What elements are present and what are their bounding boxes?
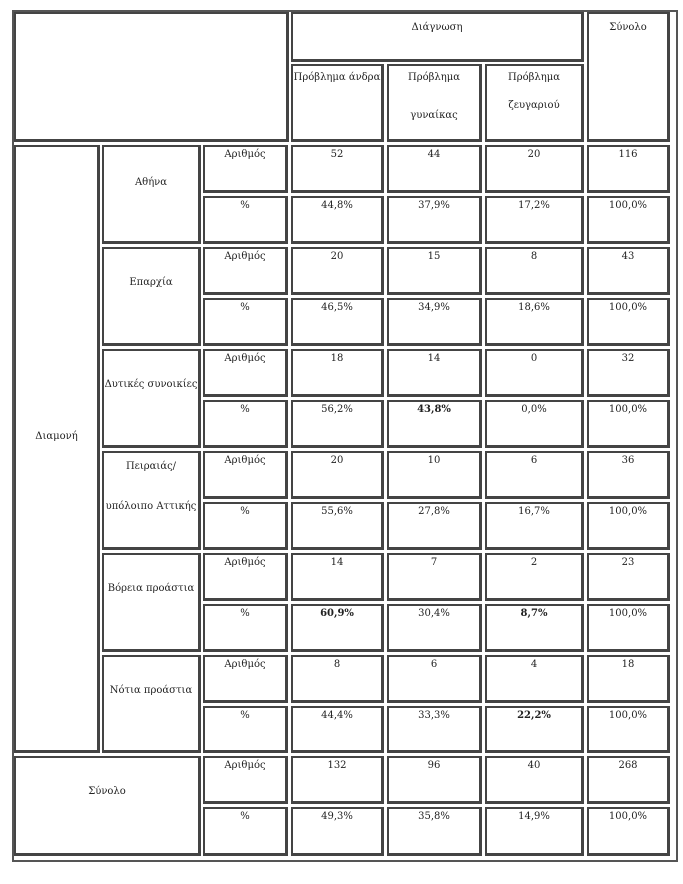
group-name-cell [102,655,201,753]
total-value-cell [587,706,670,753]
value-cell [291,196,384,244]
value-cell [485,400,584,448]
value: 44,8% [321,200,353,211]
total-header-label: Σύνολο [609,22,647,33]
group-name-cell [102,247,201,346]
value: 18,6% [518,302,550,313]
row-type-cell [203,451,288,499]
total-value: 268 [618,760,638,771]
total-value-cell [587,502,670,550]
col-header-man-label: Πρόβλημα άνδρα [293,72,381,83]
value-cell [291,145,384,193]
row-type-cell [203,604,288,652]
value: 2 [530,557,538,568]
value: 49,3% [321,811,353,822]
total-value-cell [587,655,670,703]
residence-label: Διαμονή [35,431,78,442]
group-name-cell [102,145,201,244]
value-cell [387,349,482,397]
row-type-cell [203,247,288,295]
value-cell [387,502,482,550]
col-header-woman-line1: Πρόβλημα [408,72,460,83]
value-cell [485,655,584,703]
row-type-cell [203,196,288,244]
total-value: 100,0% [608,811,648,822]
value-cell [485,807,584,856]
value: 6 [430,659,438,670]
value: 15 [427,251,441,262]
total-value-cell [587,400,670,448]
row-type-percent: % [240,200,250,211]
row-type-cell [203,807,288,856]
value: 96 [427,760,441,771]
value-cell [387,706,482,753]
value-cell [387,196,482,244]
value: 43,8% [417,404,451,415]
value-cell [291,298,384,346]
value-cell [485,247,584,295]
total-value-cell [587,298,670,346]
row-type-count: Αριθμός [224,455,266,466]
group-name-cell [102,553,201,652]
group-name: Επαρχία [129,277,173,288]
value: 8 [530,251,538,262]
total-value: 100,0% [608,506,648,517]
value-cell [291,400,384,448]
value: 56,2% [321,404,353,415]
value: 17,2% [518,200,550,211]
total-name-cell [14,756,201,856]
row-type-count: Αριθμός [224,557,266,568]
group-name: Νότια προάστια [109,685,193,696]
value-cell [485,604,584,652]
value: 14 [427,353,441,364]
row-type-percent: % [240,302,250,313]
value-cell [387,247,482,295]
diagnosis-header-cell [291,12,584,62]
row-type-percent: % [240,811,250,822]
row-type-count: Αριθμός [224,659,266,670]
total-value: 100,0% [608,404,648,415]
row-type-cell [203,553,288,601]
row-type-count: Αριθμός [224,353,266,364]
row-type-percent: % [240,506,250,517]
value: 60,9% [320,608,354,619]
value-cell [291,756,384,804]
row-type-cell [203,400,288,448]
total-value-cell [587,196,670,244]
value: 40 [527,760,541,771]
value-cell [291,502,384,550]
value: 27,8% [418,506,450,517]
value: 4 [530,659,538,670]
value: 35,8% [418,811,450,822]
value: 0,0% [521,404,547,415]
value-cell [387,807,482,856]
group-name: Αθήνα [134,177,168,188]
total-value-cell [587,807,670,856]
row-type-cell [203,756,288,804]
value: 30,4% [418,608,450,619]
row-type-percent: % [240,608,250,619]
value: 44 [427,149,441,160]
row-type-percent: % [240,710,250,721]
value-cell [485,451,584,499]
value-cell [485,502,584,550]
value: 14 [330,557,344,568]
col-header-woman [387,64,482,142]
value-cell [291,706,384,753]
total-value: 100,0% [608,302,648,313]
diagnosis-label: Διάγνωση [411,22,463,33]
value: 52 [330,149,344,160]
value-cell [387,655,482,703]
col-header-man [291,64,384,142]
total-value: 43 [621,251,635,262]
row-type-count: Αριθμός [224,760,266,771]
total-value: 100,0% [608,200,648,211]
value: 14,9% [518,811,550,822]
value: 37,9% [418,200,450,211]
total-value: 18 [621,659,635,670]
value-cell [485,756,584,804]
total-header-cell [587,12,670,142]
value-cell [485,349,584,397]
value-cell [485,145,584,193]
value: 46,5% [321,302,353,313]
total-value: 116 [618,149,638,160]
value: 7 [430,557,438,568]
total-value-cell [587,604,670,652]
value-cell [485,553,584,601]
group-name-line1: Πειραιάς/ [125,461,177,472]
total-value: 32 [621,353,635,364]
value-cell [485,298,584,346]
value-cell [485,196,584,244]
row-type-cell [203,145,288,193]
value: 0 [530,353,538,364]
group-name-cell [102,349,201,448]
col-header-woman-line2: γυναίκας [410,110,458,121]
row-type-percent: % [240,404,250,415]
total-value-cell [587,553,670,601]
value-cell [387,400,482,448]
value: 8,7% [520,608,548,619]
total-value-cell [587,145,670,193]
value-cell [291,553,384,601]
value: 10 [427,455,441,466]
value-cell [485,706,584,753]
group-name-line2: υπόλοιπο Αττικής [105,501,197,512]
value: 16,7% [518,506,550,517]
group-name: Δυτικές συνοικίες [104,379,198,390]
row-type-cell [203,298,288,346]
value-cell [387,604,482,652]
col-header-couple-line1: Πρόβλημα [508,72,560,83]
value: 20 [330,251,344,262]
header-corner-cell [14,12,289,142]
value-cell [291,349,384,397]
value: 6 [530,455,538,466]
residence-label-cell [14,145,100,753]
total-value: 100,0% [608,710,648,721]
value-cell [387,451,482,499]
row-type-cell [203,655,288,703]
value: 18 [330,353,344,364]
value-cell [387,756,482,804]
row-type-cell [203,349,288,397]
group-name-cell [102,451,201,550]
total-value: 36 [621,455,635,466]
value: 8 [333,659,341,670]
col-header-couple [485,64,584,142]
row-type-count: Αριθμός [224,251,266,262]
group-name: Βόρεια προάστια [107,583,195,594]
value: 55,6% [321,506,353,517]
total-value-cell [587,756,670,804]
value-cell [291,247,384,295]
value-cell [291,604,384,652]
value-cell [291,451,384,499]
total-name: Σύνολο [88,786,126,797]
value: 34,9% [418,302,450,313]
value-cell [291,807,384,856]
row-type-cell [203,502,288,550]
total-value: 100,0% [608,608,648,619]
col-header-couple-line2: ζευγαριού [508,100,560,111]
total-value: 23 [621,557,635,568]
value: 20 [330,455,344,466]
value: 22,2% [517,710,551,721]
value: 33,3% [418,710,450,721]
row-type-cell [203,706,288,753]
row-type-count: Αριθμός [224,149,266,160]
value: 44,4% [321,710,353,721]
value-cell [387,145,482,193]
value-cell [387,298,482,346]
total-value-cell [587,247,670,295]
value-cell [387,553,482,601]
value-cell [291,655,384,703]
total-value-cell [587,349,670,397]
value: 20 [527,149,541,160]
total-value-cell [587,451,670,499]
value: 132 [327,760,347,771]
